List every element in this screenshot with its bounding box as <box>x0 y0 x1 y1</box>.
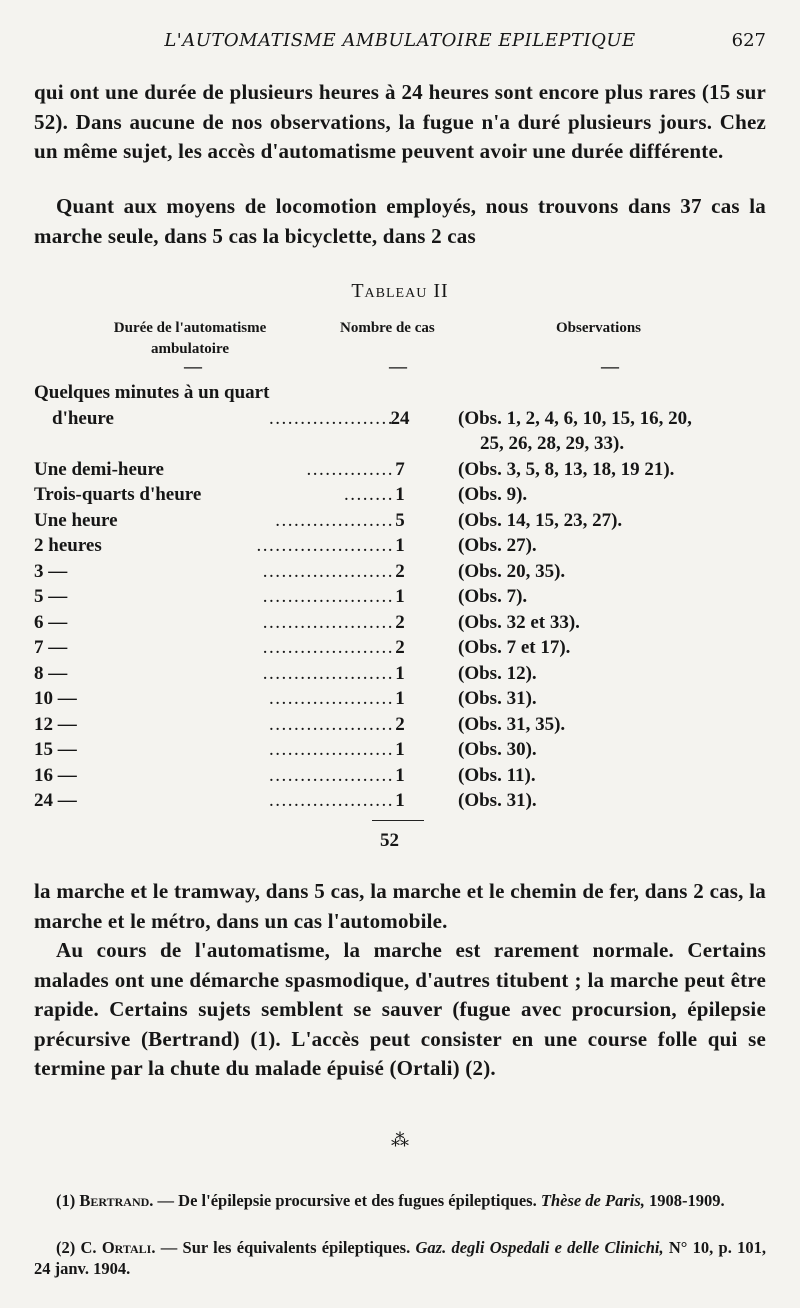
table-title-text: Tableau II <box>351 280 449 302</box>
row-leader-dots: .................... <box>269 790 394 811</box>
row-observations: (Obs. 3, 5, 8, 13, 18, 19 21). <box>458 458 675 480</box>
footnote-1-text: — De l'épilepsie procursive et des fugues épileptiques. <box>157 1191 537 1210</box>
footnote-1-date: 1908-1909. <box>649 1191 725 1210</box>
row-observations: (Obs. 31, 35). <box>458 713 566 735</box>
table-row <box>34 765 774 791</box>
total-rule <box>372 820 424 821</box>
column-dash-observations: — <box>600 354 620 378</box>
row-observations: (Obs. 9). <box>458 484 528 505</box>
row-duration: 3 — <box>34 560 68 582</box>
asterism: ⁂ <box>391 1130 409 1151</box>
footnote-2-marker: (2) <box>56 1238 76 1257</box>
row-duration: 2 heures <box>34 535 102 556</box>
row-observations: (Obs. 32 et 33). <box>458 611 580 633</box>
footnote-1 <box>34 1190 766 1211</box>
row-observations: (Obs. 20, 35). <box>458 560 566 582</box>
row-count: 2 <box>395 637 405 658</box>
row-duration: 6 — <box>34 611 68 633</box>
table-title <box>0 280 800 303</box>
table-row <box>34 586 774 612</box>
row-leader-dots: ..................... <box>262 637 394 658</box>
row-duration: Une demi-heure <box>34 458 164 480</box>
row-leader-dots: ..................... <box>262 560 394 582</box>
row-count: 1 <box>395 484 405 505</box>
table-row <box>34 408 774 434</box>
table-row <box>34 484 774 510</box>
row-duration: 7 — <box>34 637 68 658</box>
row-observations: (Obs. 12). <box>458 662 537 684</box>
footnote-2-text: — Sur les équivalents épileptiques. <box>160 1238 411 1257</box>
row-duration: 15 — <box>34 739 77 760</box>
row-count: 2 <box>395 560 405 582</box>
row-observations: (Obs. 7 et 17). <box>458 637 571 658</box>
table-row <box>34 561 774 587</box>
column-dash-count: — <box>388 354 408 378</box>
duration-table <box>34 382 774 816</box>
row-count: 2 <box>395 611 405 633</box>
row-count: 1 <box>395 790 405 811</box>
row-observations: (Obs. 14, 15, 23, 27). <box>458 509 623 531</box>
table-row <box>34 382 774 408</box>
row-duration: 8 — <box>34 662 68 684</box>
row-duration: Quelques minutes à un quart <box>34 382 270 403</box>
row-duration: 12 — <box>34 713 77 735</box>
row-observations: (Obs. 27). <box>458 535 537 556</box>
table-row <box>34 637 774 663</box>
footnote-2-source: Gaz. degli Ospedali e delle Clinichi, <box>415 1238 664 1257</box>
row-leader-dots: .................... <box>269 713 394 735</box>
paragraph-1: qui ont une durée de plusieurs heures à 24 heures sont encore plus rares (15 sur 52). Dans aucune de nos observations, la fugue n'a duré plusieurs jours. Chez un même sujet, les accès d'automatisme peuvent avoir une durée différente. <box>34 80 766 163</box>
row-leader-dots: ..................... <box>262 586 394 607</box>
footnote-2-author: C. Ortali. <box>80 1238 156 1257</box>
table-total: 52 <box>380 830 399 851</box>
row-duration: 10 — <box>34 688 77 709</box>
table-row <box>34 612 774 638</box>
row-leader-dots: ..................... <box>262 611 394 633</box>
row-duration: Une heure <box>34 509 118 531</box>
footnote-2 <box>34 1237 766 1279</box>
row-duration: 5 — <box>34 586 68 607</box>
row-observations: (Obs. 30). <box>458 739 537 760</box>
row-count: 1 <box>395 764 405 786</box>
row-leader-dots: .................... <box>269 407 394 429</box>
table-row <box>34 663 774 689</box>
running-head: L'AUTOMATISME AMBULATOIRE EPILEPTIQUE <box>164 30 636 51</box>
column-header-observations: Observations <box>556 320 642 336</box>
row-leader-dots: .................... <box>269 764 394 786</box>
row-leader-dots: .................... <box>269 688 394 709</box>
row-leader-dots: ...................... <box>256 535 394 556</box>
table-row <box>34 714 774 740</box>
row-count: 1 <box>395 688 405 709</box>
footnote-1-marker: (1) <box>56 1191 76 1210</box>
row-leader-dots: .................... <box>269 739 394 760</box>
table-row <box>34 510 774 536</box>
column-dash-duration: — <box>183 354 203 378</box>
row-leader-dots: ................... <box>275 509 394 531</box>
row-observations: (Obs. 11). <box>458 764 536 786</box>
row-count: 24 <box>390 407 410 429</box>
row-leader-dots: ..................... <box>262 662 394 684</box>
paragraph-3: la marche et le tramway, dans 5 cas, la marche et le chemin de fer, dans 2 cas, la marche et le métro, dans un cas l'automobile. <box>34 879 766 933</box>
column-header-count: Nombre de cas <box>340 320 435 336</box>
footnote-1-source: Thèse de Paris, <box>540 1191 645 1210</box>
row-observations: 25, 26, 28, 29, 33). <box>480 433 625 454</box>
table-row <box>34 433 774 459</box>
row-duration: 24 — <box>34 790 77 811</box>
row-observations: (Obs. 1, 2, 4, 6, 10, 15, 16, 20, <box>458 407 692 429</box>
row-duration: 16 — <box>34 764 77 786</box>
table-row <box>34 688 774 714</box>
row-count: 5 <box>395 509 405 531</box>
row-leader-dots: ........ <box>344 484 394 505</box>
footnote-1-author: Bertrand. <box>79 1191 154 1210</box>
column-header-duration: Durée de l'automatisme ambulatoire <box>113 320 267 357</box>
row-observations: (Obs. 31). <box>458 688 537 709</box>
table-row <box>34 739 774 765</box>
row-observations: (Obs. 31). <box>458 790 537 811</box>
paragraph-2: Quant aux moyens de locomotion employés, nous trouvons dans 37 cas la marche seule, dans 5 cas la bicyclette, dans 2 cas <box>34 194 766 248</box>
table-row <box>34 790 774 816</box>
row-count: 1 <box>395 586 405 607</box>
row-duration: Trois-quarts d'heure <box>34 484 202 505</box>
row-count: 7 <box>395 458 405 480</box>
footnote-2-date: N° 10, p. 101, 24 janv. 1904. <box>34 1238 766 1278</box>
table-row <box>34 535 774 561</box>
table-row <box>34 459 774 485</box>
row-count: 1 <box>395 739 405 760</box>
row-count: 1 <box>395 535 405 556</box>
paragraph-4: Au cours de l'automatisme, la marche est rarement normale. Certains malades ont une démarche spasmodique, d'autres titubent ; la marche peut être rapide. Certains sujets semblent se sauver (fugue avec procursion, épilepsie précursive (Bertrand) (1). L'accès peut consister en une course folle qui se termine par la chute du malade épuisé (Ortali) (2). <box>34 938 766 1080</box>
row-observations: (Obs. 7). <box>458 586 528 607</box>
row-count: 2 <box>395 713 405 735</box>
row-count: 1 <box>395 662 405 684</box>
row-leader-dots: .............. <box>306 458 394 480</box>
page-number: 627 <box>731 30 766 51</box>
row-duration: d'heure <box>52 407 114 429</box>
